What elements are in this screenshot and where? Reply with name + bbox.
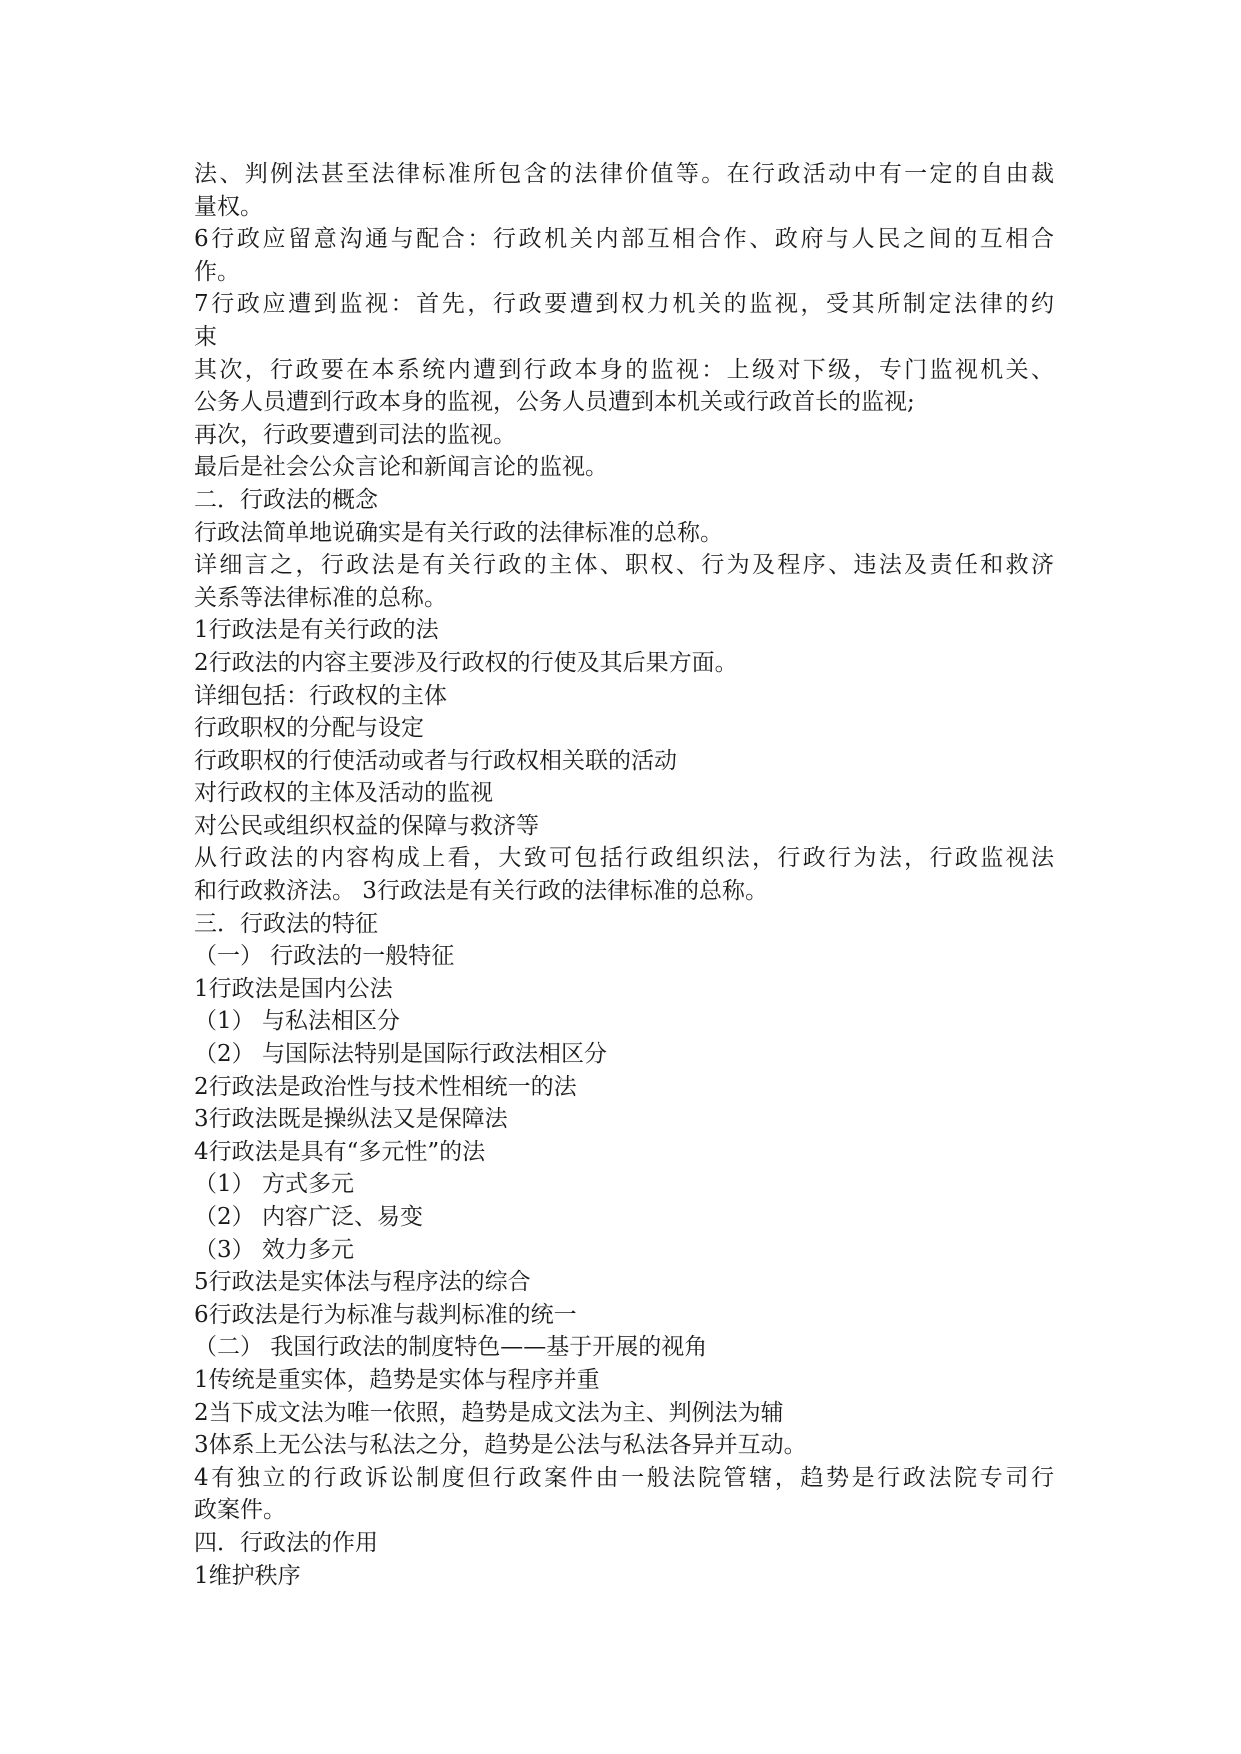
text-line: （2） 与国际法特别是国际行政法相区分	[194, 1041, 607, 1068]
text-line: 1传统是重实体，趋势是实体与程序并重	[194, 1366, 600, 1393]
text-line: 公务人员遭到行政本身的监视，公务人员遭到本机关或行政首长的监视;	[194, 389, 915, 416]
subsection-heading: （二） 我国行政法的制度特色——基于开展的视角	[194, 1334, 708, 1361]
text-line: 和行政救济法。 3行政法是有关行政的法律标准的总称。	[194, 878, 768, 905]
text-line: 法、判例法甚至法律标准所包含的法律价值等。在行政活动中有一定的自由裁	[194, 161, 1054, 187]
text-line: 2行政法是政治性与技术性相统一的法	[194, 1073, 577, 1100]
section-heading: 四．行政法的作用	[194, 1529, 378, 1556]
text-line: 6行政法是行为标准与裁判标准的统一	[194, 1301, 577, 1328]
text-line: 最后是社会公众言论和新闻言论的监视。	[194, 454, 608, 481]
text-line: 政案件。	[194, 1497, 286, 1524]
text-line: （1） 与私法相区分	[194, 1008, 400, 1035]
text-line: 7行政应遭到监视：首先，行政要遭到权力机关的监视，受其所制定法律的约	[194, 291, 1054, 318]
subsection-heading: （一） 行政法的一般特征	[194, 943, 455, 970]
text-line: 行政职权的行使活动或者与行政权相关联的活动	[194, 747, 677, 774]
text-line: 3体系上无公法与私法之分，趋势是公法与私法各异并互动。	[194, 1432, 807, 1459]
text-line: 行政法简单地说确实是有关行政的法律标准的总称。	[194, 519, 723, 546]
text-line: 1行政法是国内公法	[194, 975, 393, 1002]
text-line: 量权。	[194, 193, 263, 220]
text-line: 从行政法的内容构成上看，大致可包括行政组织法，行政行为法，行政监视法	[194, 845, 1054, 872]
text-line: 作。	[194, 258, 240, 285]
text-line: （1） 方式多元	[194, 1171, 354, 1198]
text-line: 1维护秩序	[194, 1562, 301, 1589]
text-line: 详细言之，行政法是有关行政的主体、职权、行为及程序、违法及责任和救济	[194, 552, 1054, 579]
text-line: 对公民或组织权益的保障与救济等	[194, 812, 539, 839]
text-line: 1行政法是有关行政的法	[194, 617, 439, 644]
text-line: 6行政应留意沟通与配合：行政机关内部互相合作、政府与人民之间的互相合	[194, 226, 1054, 253]
document-body	[194, 158, 1054, 1592]
text-line: 详细包括：行政权的主体	[194, 682, 447, 709]
section-heading: 三．行政法的特征	[194, 910, 378, 937]
text-line: 其次，行政要在本系统内遭到行政本身的监视：上级对下级，专门监视机关、	[194, 356, 1054, 383]
text-line: 关系等法律标准的总称。	[194, 584, 447, 611]
text-line: 对行政权的主体及活动的监视	[194, 780, 493, 807]
text-line: 4有独立的行政诉讼制度但行政案件由一般法院管辖，趋势是行政法院专司行	[194, 1464, 1054, 1491]
text-line: 2当下成文法为唯一依照，趋势是成文法为主、判例法为辅	[194, 1399, 784, 1426]
text-line: 4行政法是具有“多元性”的法	[194, 1138, 486, 1165]
text-line: （2） 内容广泛、易变	[194, 1204, 423, 1230]
text-line: 5行政法是实体法与程序法的综合	[194, 1269, 531, 1296]
text-line: 束	[194, 323, 217, 350]
text-line: （3） 效力多元	[194, 1236, 354, 1263]
text-line: 3行政法既是操纵法又是保障法	[194, 1106, 508, 1133]
text-line: 2行政法的内容主要涉及行政权的行使及其后果方面。	[194, 649, 738, 676]
section-heading: 二．行政法的概念	[194, 486, 378, 513]
text-line: 再次，行政要遭到司法的监视。	[194, 421, 516, 448]
text-line: 行政职权的分配与设定	[194, 715, 424, 742]
